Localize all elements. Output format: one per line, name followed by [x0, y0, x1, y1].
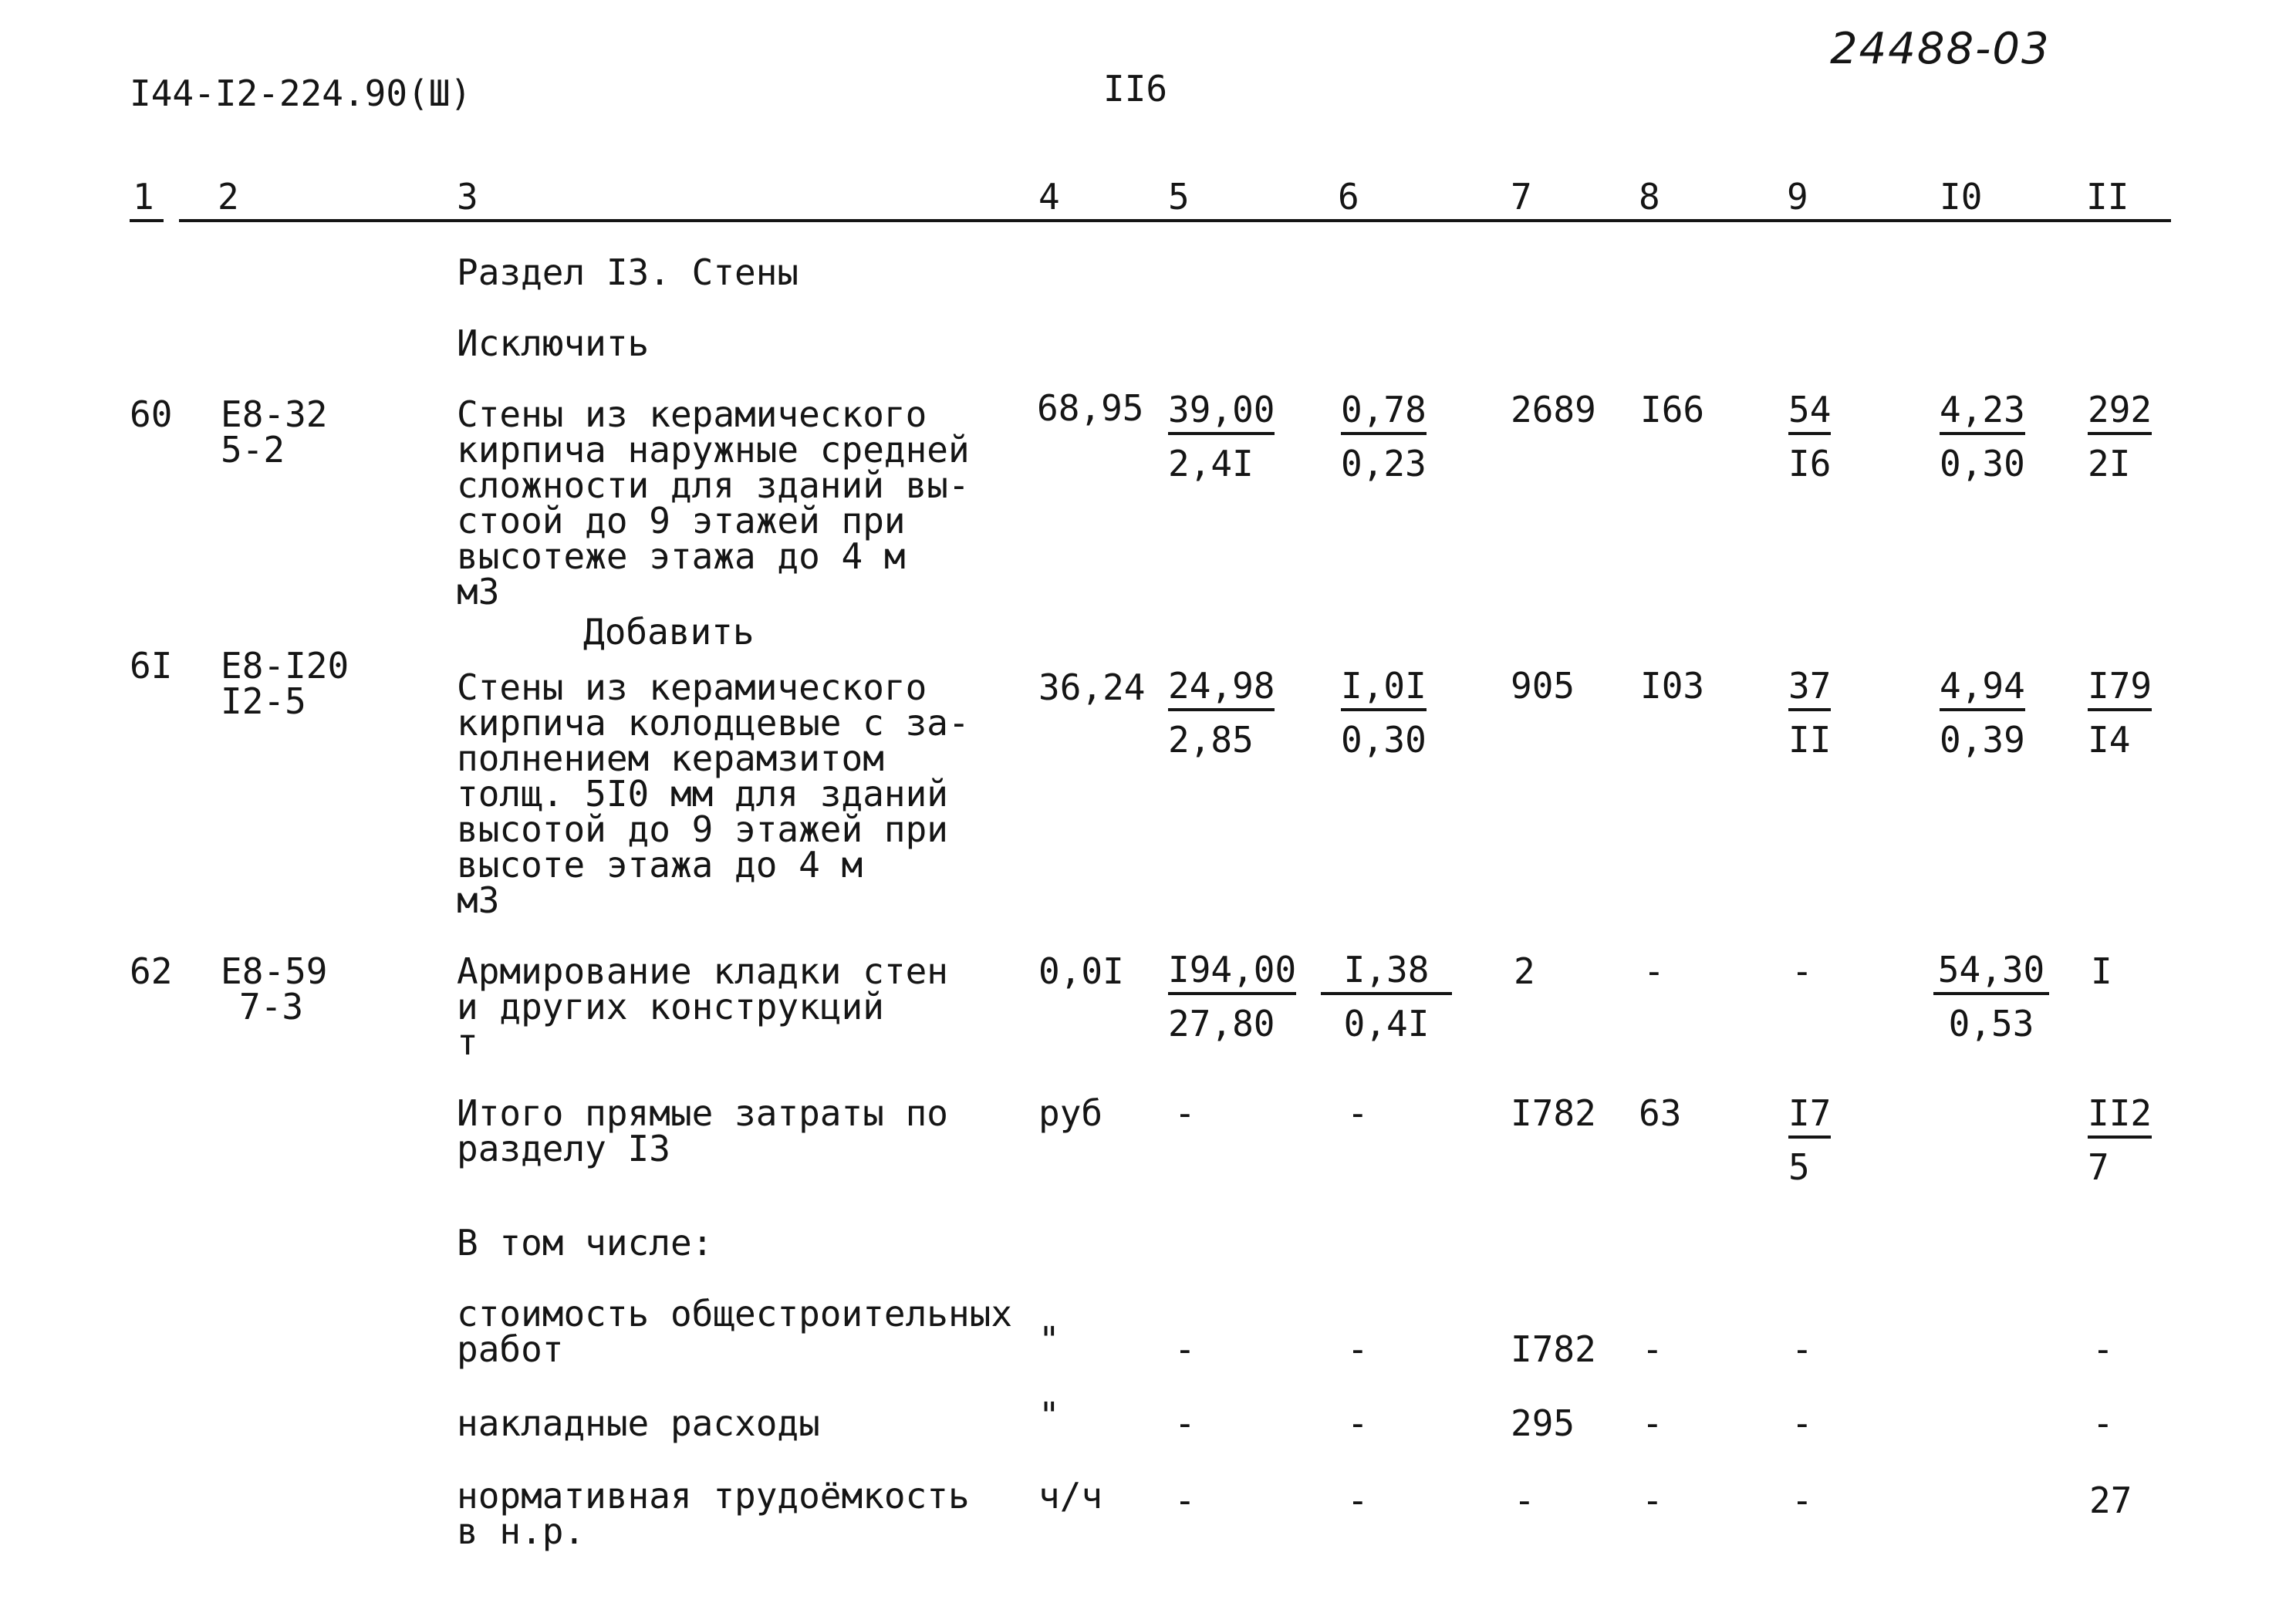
col-header-1: 1	[133, 176, 154, 218]
header-underline	[179, 219, 2171, 222]
row-col7: 2689	[1511, 389, 1596, 430]
row-description: Стены из керамического кирпича колодцевые с за- полнением керамзитом толщ. 5I0 мм для зданий высотой до 9 этажей при высоте этажа до 4 м м3	[457, 666, 970, 921]
total-col11-fraction	[2088, 1092, 2152, 1188]
col-header-5: 5	[1168, 176, 1190, 218]
frac-bottom: 2,85	[1168, 719, 1254, 761]
frac-top: II2	[2088, 1095, 2152, 1139]
sub-row-col7: -	[1514, 1480, 1535, 1521]
row-col8: -	[1643, 950, 1665, 992]
col-header-11: II	[2086, 176, 2129, 218]
row-col7: 2	[1514, 950, 1535, 992]
sub-row-col7: 295	[1511, 1402, 1575, 1444]
frac-top: I,38	[1321, 952, 1452, 995]
col-header-8: 8	[1639, 176, 1660, 218]
sub-row-col5: -	[1174, 1480, 1196, 1521]
row-code-line1: Е8-59	[221, 950, 328, 992]
sub-row-col6: -	[1347, 1402, 1369, 1444]
archive-number: 24488-03	[1830, 24, 2051, 74]
row-number: 6I	[130, 645, 173, 687]
row-code-line2: I2-5	[221, 680, 306, 722]
row-col5-fraction	[1168, 949, 1297, 1044]
including-label: В том числе:	[457, 1222, 714, 1264]
row-col7: 905	[1511, 665, 1575, 707]
frac-bottom: 2I	[2088, 443, 2131, 484]
sub-row-col9: -	[1791, 1480, 1813, 1521]
col-header-9: 9	[1787, 176, 1808, 218]
frac-top: I,0I	[1341, 668, 1427, 711]
frac-bottom: 5	[1788, 1146, 1810, 1188]
row-col10-fraction	[1940, 389, 2025, 484]
frac-top: 4,94	[1940, 668, 2025, 711]
total-col6: -	[1347, 1092, 1369, 1134]
sub-row-description: стоимость общестроительных работ	[457, 1293, 1013, 1370]
row-col6-fraction	[1321, 949, 1452, 1044]
col-header-10: I0	[1940, 176, 1983, 218]
row-col10-fraction	[1933, 949, 2049, 1044]
col-header-4: 4	[1038, 176, 1060, 218]
frac-top: I94,00	[1168, 952, 1296, 995]
sub-row-col5: -	[1174, 1402, 1196, 1444]
sub-row-col8: -	[1642, 1402, 1663, 1444]
row-col8: I03	[1640, 665, 1705, 707]
frac-bottom: 0,4I	[1343, 1003, 1430, 1044]
sub-row-col6: -	[1347, 1328, 1369, 1370]
row-quantity: 36,24	[1038, 666, 1146, 708]
row-col11-fraction	[2088, 665, 2152, 761]
col-header-2: 2	[218, 176, 239, 218]
sub-row-col8: -	[1642, 1480, 1663, 1521]
row-number: 62	[130, 950, 173, 992]
row-description: Стены из керамического кирпича наружные средней сложности для зданий вы- стоой до 9 этажей при высотеже этажа до 4 м м3	[457, 393, 970, 612]
row-code-line2: 7-3	[239, 986, 304, 1028]
frac-top: I7	[1788, 1095, 1831, 1139]
frac-top: 24,98	[1168, 668, 1275, 711]
row-description: Армирование кладки стен и других конструкций т	[457, 950, 948, 1063]
frac-bottom: II	[1788, 719, 1832, 761]
frac-top: 292	[2088, 392, 2152, 435]
sub-row-col11: -	[2092, 1402, 2114, 1444]
frac-top: 54,30	[1933, 952, 2049, 995]
frac-top: 39,00	[1168, 392, 1275, 435]
sub-row-col11: 27	[2089, 1480, 2132, 1521]
frac-bottom: 2,4I	[1168, 443, 1254, 484]
frac-top: I79	[2088, 668, 2152, 711]
row-code-line1: Е8-I20	[221, 645, 349, 687]
row-quantity: 68,95	[1037, 387, 1144, 429]
section-title: Раздел I3. Стены	[457, 251, 799, 293]
sub-row-unit: "	[1038, 1395, 1060, 1436]
row-col11: I	[2091, 950, 2112, 992]
row-col5-fraction	[1168, 665, 1275, 761]
frac-bottom: 0,30	[1341, 719, 1427, 761]
exclude-label: Исключить	[457, 322, 650, 364]
frac-bottom: 7	[2088, 1146, 2109, 1188]
row-code-line2: 5-2	[221, 429, 285, 471]
col-header-3: 3	[457, 176, 478, 218]
total-description: Итого прямые затраты по разделу I3	[457, 1092, 948, 1169]
frac-bottom: 0,23	[1341, 443, 1427, 484]
add-label: Добавить	[583, 611, 755, 653]
row-number: 60	[130, 393, 173, 435]
sub-row-description: накладные расходы	[457, 1402, 820, 1444]
sub-row-unit: "	[1038, 1319, 1060, 1361]
frac-bottom: 0,39	[1940, 719, 2025, 761]
sub-row-col9: -	[1791, 1328, 1813, 1370]
sub-row-col5: -	[1174, 1328, 1196, 1370]
total-unit: руб	[1038, 1092, 1103, 1134]
row-col6-fraction	[1341, 665, 1427, 761]
frac-top: 4,23	[1940, 392, 2025, 435]
sub-row-col7: I782	[1511, 1328, 1596, 1370]
total-col7: I782	[1511, 1092, 1596, 1134]
row-col9: -	[1791, 950, 1813, 992]
sub-row-unit: ч/ч	[1038, 1475, 1103, 1517]
frac-bottom: I4	[2088, 719, 2131, 761]
col-header-7: 7	[1511, 176, 1532, 218]
row-col11-fraction	[2088, 389, 2152, 484]
row-col8: I66	[1640, 389, 1705, 430]
frac-bottom: 27,80	[1168, 1003, 1275, 1044]
row-col9-fraction	[1788, 389, 1832, 484]
frac-bottom: 0,53	[1948, 1003, 2034, 1044]
sub-row-col6: -	[1347, 1480, 1369, 1521]
frac-top: 54	[1788, 392, 1831, 435]
total-col5: -	[1174, 1092, 1196, 1134]
row-col5-fraction	[1168, 389, 1275, 484]
frac-bottom: 0,30	[1940, 443, 2025, 484]
document-code: I44-I2-224.90(Ш)	[130, 73, 472, 114]
sub-row-col9: -	[1791, 1402, 1813, 1444]
row-quantity: 0,0I	[1038, 950, 1124, 992]
sub-row-description: нормативная трудоёмкость в н.р.	[457, 1475, 970, 1552]
row-col10-fraction	[1940, 665, 2025, 761]
sub-row-col8: -	[1642, 1328, 1663, 1370]
frac-top: 0,78	[1341, 392, 1427, 435]
row-col6-fraction	[1341, 389, 1427, 484]
header-underline-short	[130, 219, 164, 222]
total-col9-fraction	[1788, 1092, 1832, 1188]
row-code-line1: Е8-32	[221, 393, 328, 435]
frac-top: 37	[1788, 668, 1831, 711]
total-col8: 63	[1639, 1092, 1682, 1134]
page-number: II6	[1103, 68, 1168, 110]
col-header-6: 6	[1338, 176, 1359, 218]
sub-row-col11: -	[2092, 1328, 2114, 1370]
frac-bottom: I6	[1788, 443, 1832, 484]
row-col9-fraction	[1788, 665, 1832, 761]
